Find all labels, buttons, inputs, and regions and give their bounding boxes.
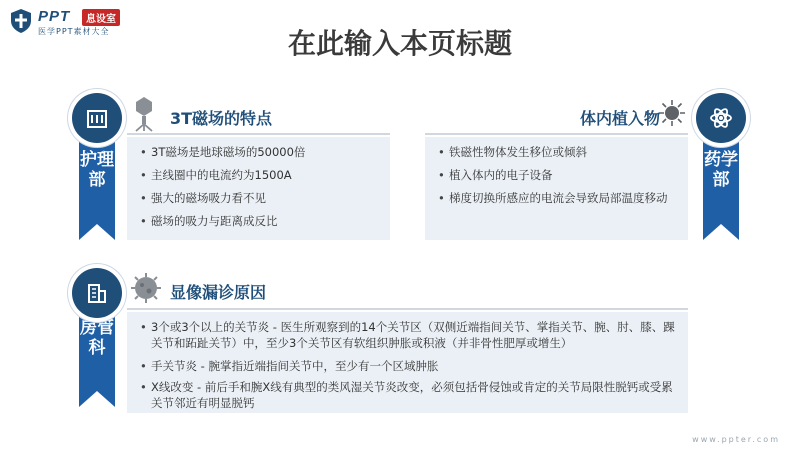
list-item: • 强大的磁场吸力看不见 xyxy=(151,190,266,206)
hospital-building-circle xyxy=(72,93,122,143)
section-3t-divider xyxy=(127,133,390,135)
bottom-ribbon-label: 房管科 xyxy=(80,318,114,358)
section-diagnosis-title: 显像漏诊原因 xyxy=(170,283,267,302)
virus-icon xyxy=(658,99,686,127)
logo-subtitle: 医学PPT素材大全 xyxy=(38,27,110,36)
list-item: • 手关节炎 - 腕掌指近端指间关节中，至少有一个区域肿胀 xyxy=(151,358,681,374)
page-title: 在此输入本页标题 xyxy=(287,27,512,60)
office-building-icon xyxy=(85,281,109,305)
building-icon xyxy=(85,106,109,130)
logo-brand: PPT xyxy=(38,8,71,25)
virus-probe-icon xyxy=(132,96,156,132)
atom-circle xyxy=(696,93,746,143)
atom-icon xyxy=(709,106,733,130)
section-diagnosis-divider xyxy=(127,308,688,310)
section-3t-title: 3T磁场的特点 xyxy=(170,109,273,128)
list-item: • 梯度切换所感应的电流会导致局部温度移动 xyxy=(449,190,668,206)
list-item: • 3T磁场是地球磁场的50000倍 xyxy=(151,144,305,160)
section-diagnosis-box xyxy=(127,312,688,413)
list-item: • 植入体内的电子设备 xyxy=(449,167,553,183)
logo-badge: 息设室 xyxy=(82,9,120,26)
section-implant-divider xyxy=(425,133,688,135)
right-ribbon-label: 药学部 xyxy=(704,150,738,190)
left-ribbon-label: 护理部 xyxy=(80,150,114,190)
list-item: • 磁场的吸力与距离成反比 xyxy=(151,213,278,229)
virus-cell-icon xyxy=(130,272,162,304)
section-3t-box xyxy=(127,137,390,240)
watermark: www.ppter.com xyxy=(692,435,780,444)
office-building-circle xyxy=(72,268,122,318)
list-item: • 3个或3个以上的关节炎 - 医生所观察到的14个关节区（双侧近端指间关节、掌指关节、腕、肘、膝、踝关节和跖趾关节）中，至少3个关节区有软组织肿胀或积液（并非骨性肥厚或增生） xyxy=(151,319,681,351)
list-item: • 铁磁性物体发生移位或倾斜 xyxy=(449,144,587,160)
list-item: • 主线圈中的电流约为1500A xyxy=(151,167,292,183)
section-implant-box xyxy=(425,137,688,240)
list-item: • X线改变 - 前后手和腕X线有典型的类风湿关节炎改变，必须包括骨侵蚀或肯定的关节局限性脱钙或受累关节邻近有明显脱钙 xyxy=(151,379,681,411)
section-implant-title: 体内植入物 xyxy=(579,109,660,128)
